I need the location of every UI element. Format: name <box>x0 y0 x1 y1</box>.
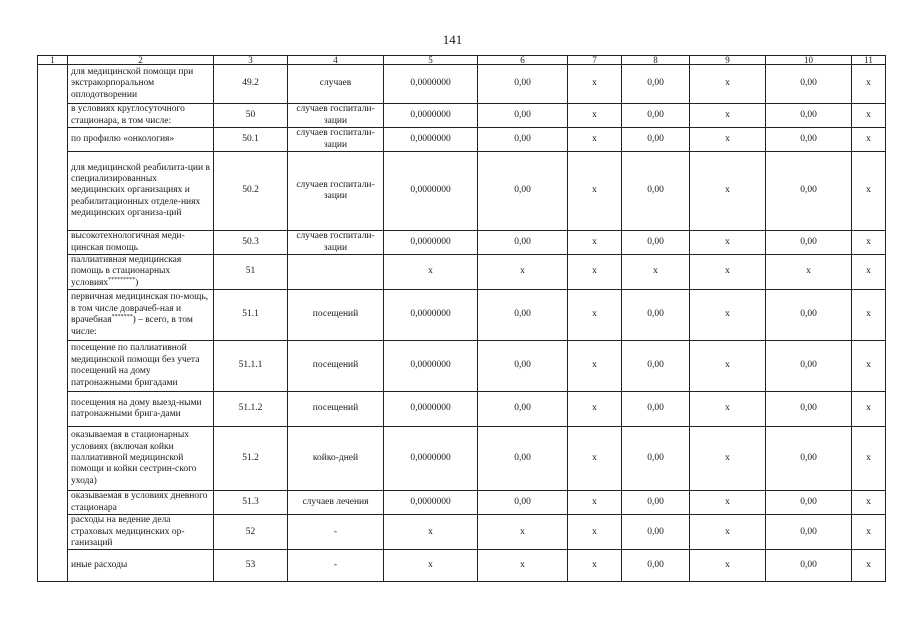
col7-cell: х <box>568 550 622 582</box>
unit-cell: случаев госпитали-зации <box>288 231 384 255</box>
unit-cell <box>288 255 384 290</box>
unit-cell: случаев <box>288 65 384 104</box>
table-row <box>38 128 886 152</box>
unit-cell: койко-дней <box>288 427 384 491</box>
volume-cell: 0,0000000 <box>384 152 478 231</box>
page-number: 141 <box>442 32 463 47</box>
col11-cell: х <box>852 550 886 582</box>
col9-cell: х <box>690 550 766 582</box>
unit-cell: случаев госпитали-зации <box>288 104 384 128</box>
unit-cell: случаев лечения <box>288 491 384 515</box>
cost-cell: 0,00 <box>478 341 568 392</box>
row-name-text: посещения на дому выезд-ными патронажными брига-дами <box>71 397 202 420</box>
col11-cell: х <box>852 392 886 427</box>
row-code: 51.3 <box>214 491 288 515</box>
header-cell: 2 <box>68 56 214 65</box>
col10-cell: 0,00 <box>766 290 852 341</box>
col7-cell: х <box>568 491 622 515</box>
row-name <box>68 427 214 491</box>
row-name <box>68 491 214 515</box>
unit-cell: - <box>288 550 384 582</box>
row-code: 51 <box>214 255 288 290</box>
row-name <box>68 104 214 128</box>
row-code: 50.2 <box>214 152 288 231</box>
col9-cell: х <box>690 152 766 231</box>
col8-cell: х <box>622 255 690 290</box>
col7-cell: х <box>568 231 622 255</box>
col10-cell: 0,00 <box>766 392 852 427</box>
volume-cell: 0,0000000 <box>384 341 478 392</box>
col8-cell: 0,00 <box>622 341 690 392</box>
row-name-text: оказываемая в стационарных условиях (включая койки паллиативной медицинской помощи и койки сестрин-ского ухода) <box>71 430 197 486</box>
row-name <box>68 152 214 231</box>
col9-cell: х <box>690 515 766 550</box>
unit-cell: посещений <box>288 392 384 427</box>
col9-cell: х <box>690 427 766 491</box>
col8-cell: 0,00 <box>622 152 690 231</box>
cost-cell: х <box>478 515 568 550</box>
volume-cell: х <box>384 550 478 582</box>
col7-cell: х <box>568 341 622 392</box>
row-code: 50 <box>214 104 288 128</box>
row-name-text: для медицинской помощи при экстракорпоральном оплодотворении <box>71 66 194 100</box>
table-row <box>38 427 886 491</box>
header-cell: 4 <box>288 56 384 65</box>
col10-cell: 0,00 <box>766 152 852 231</box>
col11-cell: х <box>852 515 886 550</box>
col11-cell: х <box>852 152 886 231</box>
col10-cell: 0,00 <box>766 491 852 515</box>
row-code: 51.1.1 <box>214 341 288 392</box>
volume-cell: 0,0000000 <box>384 392 478 427</box>
header-cell: 8 <box>622 56 690 65</box>
col7-cell: х <box>568 65 622 104</box>
col7-cell: х <box>568 290 622 341</box>
col11-cell: х <box>852 491 886 515</box>
volume-cell: 0,0000000 <box>384 231 478 255</box>
row-code: 50.1 <box>214 128 288 152</box>
footnote-mark: ********* <box>108 276 136 283</box>
col9-cell: х <box>690 392 766 427</box>
row-name-text: высокотехнологичная меди-цинская помощь <box>71 231 185 253</box>
cost-cell: 0,00 <box>478 104 568 128</box>
col11-cell: х <box>852 341 886 392</box>
col8-cell: 0,00 <box>622 128 690 152</box>
col11-cell: х <box>852 290 886 341</box>
row-code: 53 <box>214 550 288 582</box>
row-name <box>68 231 214 255</box>
cost-cell: х <box>478 550 568 582</box>
unit-cell: случаев госпитали-зации <box>288 128 384 152</box>
table-row <box>38 515 886 550</box>
col10-cell: 0,00 <box>766 231 852 255</box>
col11-cell: х <box>852 427 886 491</box>
row-name <box>68 255 214 290</box>
col8-cell: 0,00 <box>622 290 690 341</box>
col10-cell: 0,00 <box>766 550 852 582</box>
row-name-text: иные расходы <box>71 560 128 571</box>
expenditure-table <box>37 55 886 582</box>
row-name <box>68 550 214 582</box>
row-name <box>68 392 214 427</box>
cost-cell: 0,00 <box>478 427 568 491</box>
row-name-text: паллиативная медицинская помощь в стационарных условиях <box>71 255 182 288</box>
table-row <box>38 290 886 341</box>
col10-cell: 0,00 <box>766 128 852 152</box>
cost-cell: 0,00 <box>478 491 568 515</box>
row-name-text: для медицинской реабилита-ции в специализированных медицинских организациях и реабилитационных отделе-ниях медицинских организа-ций <box>71 162 210 219</box>
cost-cell: 0,00 <box>478 392 568 427</box>
col9-cell: х <box>690 491 766 515</box>
col10-cell: 0,00 <box>766 65 852 104</box>
col8-cell: 0,00 <box>622 231 690 255</box>
col7-cell: х <box>568 104 622 128</box>
volume-cell: 0,0000000 <box>384 65 478 104</box>
col7-cell: х <box>568 128 622 152</box>
row-code: 51.1.2 <box>214 392 288 427</box>
cost-cell: 0,00 <box>478 128 568 152</box>
row-name <box>68 65 214 104</box>
header-cell: 5 <box>384 56 478 65</box>
col10-cell: 0,00 <box>766 515 852 550</box>
volume-cell: 0,0000000 <box>384 290 478 341</box>
col9-cell: х <box>690 290 766 341</box>
row-name-text: оказываемая в условиях дневного стационара <box>71 491 208 513</box>
col10-cell: 0,00 <box>766 104 852 128</box>
row-name <box>68 515 214 550</box>
unit-cell: посещений <box>288 341 384 392</box>
table-row <box>38 392 886 427</box>
header-cell: 9 <box>690 56 766 65</box>
footnote-mark: ******* <box>111 314 133 321</box>
header-cell: 7 <box>568 56 622 65</box>
volume-cell: 0,0000000 <box>384 128 478 152</box>
cost-cell: 0,00 <box>478 65 568 104</box>
col10-cell: 0,00 <box>766 341 852 392</box>
cost-cell: 0,00 <box>478 231 568 255</box>
col9-cell: х <box>690 104 766 128</box>
row-name-text: первичная медицинская по-мощь, в том числе доврачеб-ная и врачебная <box>71 292 209 326</box>
row-name <box>68 290 214 341</box>
cost-cell: 0,00 <box>478 152 568 231</box>
col7-cell: х <box>568 392 622 427</box>
col10-cell: х <box>766 255 852 290</box>
col9-cell: х <box>690 255 766 290</box>
col11-cell: х <box>852 231 886 255</box>
row-code: 52 <box>214 515 288 550</box>
row-code: 49.2 <box>214 65 288 104</box>
header-cell: 3 <box>214 56 288 65</box>
table-row <box>38 152 886 231</box>
header-cell: 1 <box>38 56 68 65</box>
col8-cell: 0,00 <box>622 104 690 128</box>
volume-cell: 0,0000000 <box>384 104 478 128</box>
unit-cell: - <box>288 515 384 550</box>
header-cell: 6 <box>478 56 568 65</box>
col10-cell: 0,00 <box>766 427 852 491</box>
row-name-tail: ) – всего, в том числе: <box>71 315 193 337</box>
table-row <box>38 255 886 290</box>
col8-cell: 0,00 <box>622 550 690 582</box>
row-name-tail: ) <box>135 277 139 288</box>
unit-cell: случаев госпитали-зации <box>288 152 384 231</box>
volume-cell: 0,0000000 <box>384 427 478 491</box>
col11-cell: х <box>852 255 886 290</box>
col8-cell: 0,00 <box>622 427 690 491</box>
col7-cell: х <box>568 255 622 290</box>
col8-cell: 0,00 <box>622 491 690 515</box>
row-name-text: посещение по паллиативной медицинской помощи без учета посещений на дому патронажными бригадами <box>71 343 200 388</box>
table-row <box>38 491 886 515</box>
unit-cell: посещений <box>288 290 384 341</box>
col9-cell: х <box>690 231 766 255</box>
volume-cell: х <box>384 255 478 290</box>
col7-cell: х <box>568 427 622 491</box>
table-row <box>38 550 886 582</box>
cost-cell: х <box>478 255 568 290</box>
row-code: 50.3 <box>214 231 288 255</box>
header-row <box>38 56 886 65</box>
col7-cell: х <box>568 152 622 231</box>
col9-cell: х <box>690 128 766 152</box>
row-name-text: в условиях круглосуточного стационара, в том числе: <box>71 104 185 126</box>
row-code: 51.2 <box>214 427 288 491</box>
row-name-text: расходы на ведение дела страховых медицинских ор-ганизаций <box>71 515 185 548</box>
col8-cell: 0,00 <box>622 515 690 550</box>
table-row <box>38 341 886 392</box>
col9-cell: х <box>690 341 766 392</box>
volume-cell: 0,0000000 <box>384 491 478 515</box>
empty-number-cell <box>38 65 68 582</box>
col8-cell: 0,00 <box>622 392 690 427</box>
volume-cell: х <box>384 515 478 550</box>
cost-cell: 0,00 <box>478 290 568 341</box>
col11-cell: х <box>852 65 886 104</box>
header-cell: 10 <box>766 56 852 65</box>
col7-cell: х <box>568 515 622 550</box>
row-name <box>68 128 214 152</box>
row-name-text: по профилю «онкология» <box>71 133 175 144</box>
header-cell: 11 <box>852 56 886 65</box>
row-code: 51.1 <box>214 290 288 341</box>
col8-cell: 0,00 <box>622 65 690 104</box>
table-row <box>38 104 886 128</box>
table-row <box>38 231 886 255</box>
col11-cell: х <box>852 104 886 128</box>
row-name <box>68 341 214 392</box>
col11-cell: х <box>852 128 886 152</box>
table-row <box>38 65 886 104</box>
col9-cell: х <box>690 65 766 104</box>
